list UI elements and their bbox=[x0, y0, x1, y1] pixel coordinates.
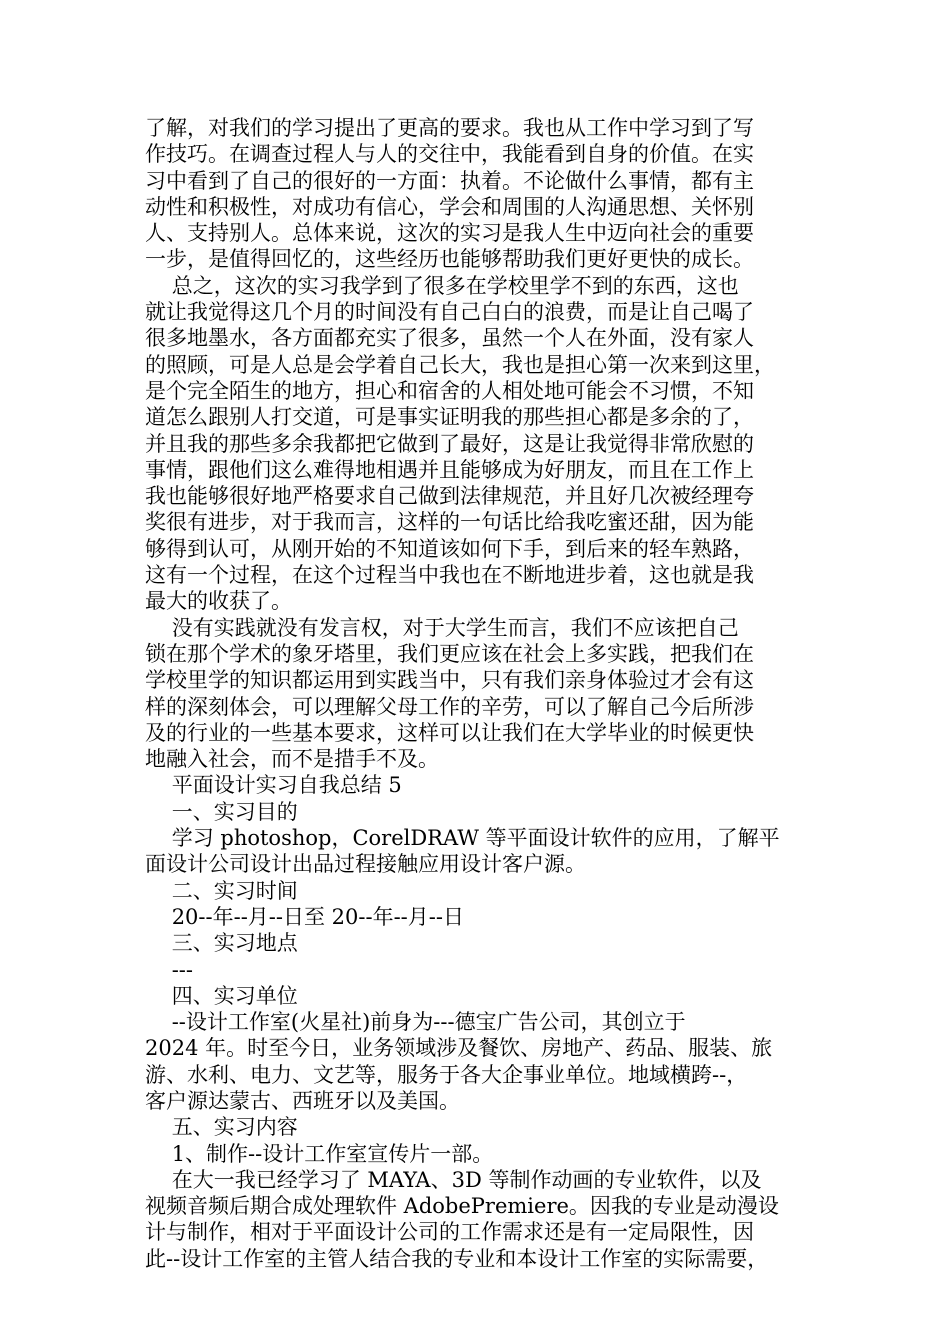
section-heading: 五、实习内容 bbox=[145, 1115, 298, 1140]
section-title: 平面设计实习自我总结 5 bbox=[145, 773, 402, 798]
text-line: 总之，这次的实习我学到了很多在学校里学不到的东西，这也 bbox=[145, 273, 739, 298]
text-line: 很多地墨水，各方面都充实了很多，虽然一个人在外面，没有家人 bbox=[145, 326, 754, 351]
text-line: 是个完全陌生的地方，担心和宿舍的人相处地可能会不习惯，不知 bbox=[145, 378, 754, 403]
text-line: 视频音频后期合成处理软件 AdobePremiere。因我的专业是动漫设 bbox=[145, 1194, 779, 1219]
text-line: 1、制作--设计工作室宣传片一部。 bbox=[145, 1141, 494, 1166]
text-line: 就让我觉得这几个月的时间没有自己白白的浪费，而是让自己喝了 bbox=[145, 300, 754, 325]
text-line: 地融入社会，而不是措手不及。 bbox=[145, 747, 439, 772]
text-line: --- bbox=[145, 957, 193, 982]
section-heading: 一、实习目的 bbox=[145, 799, 298, 824]
text-line: 最大的收获了。 bbox=[145, 589, 292, 614]
text-line: 并且我的那些多余我都把它做到了最好，这是让我觉得非常欣慰的 bbox=[145, 431, 754, 456]
text-line: --设计工作室(火星社)前身为---德宝广告公司，其创立于 bbox=[145, 1010, 686, 1035]
text-line: 游、水利、电力、文艺等，服务于各大企事业单位。地域横跨--， bbox=[145, 1062, 748, 1087]
section-heading: 二、实习时间 bbox=[145, 878, 298, 903]
text-line: 这有一个过程，在这个过程当中我也在不断地进步着，这也就是我 bbox=[145, 563, 754, 588]
text-line: 一步，是值得回忆的，这些经历也能够帮助我们更好更快的成长。 bbox=[145, 247, 754, 272]
text-line: 没有实践就没有发言权，对于大学生而言，我们不应该把自己 bbox=[145, 615, 739, 640]
text-line: 20--年--月--日至 20--年--月--日 bbox=[145, 904, 464, 929]
text-line: 习中看到了自己的很好的一方面：执着。不论做什么事情，都有主 bbox=[145, 168, 754, 193]
text-line: 锁在那个学术的象牙塔里，我们更应该在社会上多实践，把我们在 bbox=[145, 641, 754, 666]
section-heading: 三、实习地点 bbox=[145, 931, 298, 956]
text-line: 面设计公司设计出品过程接触应用设计客户源。 bbox=[145, 852, 586, 877]
text-line: 作技巧。在调查过程人与人的交往中，我能看到自身的价值。在实 bbox=[145, 142, 754, 167]
text-line: 奖很有进步，对于我而言，这样的一句话比给我吃蜜还甜，因为能 bbox=[145, 510, 754, 535]
text-line: 道怎么跟别人打交道，可是事实证明我的那些担心都是多余的了， bbox=[145, 405, 754, 430]
text-line: 计与制作，相对于平面设计公司的工作需求还是有一定局限性，因 bbox=[145, 1220, 754, 1245]
text-line: 学校里学的知识都运用到实践当中，只有我们亲身体验过才会有这 bbox=[145, 668, 754, 693]
text-line: 我也能够很好地严格要求自己做到法律规范，并且好几次被经理夸 bbox=[145, 484, 754, 509]
document-body bbox=[145, 115, 825, 1272]
text-line: 了解，对我们的学习提出了更高的要求。我也从工作中学习到了写 bbox=[145, 116, 754, 140]
section-heading: 四、实习单位 bbox=[145, 983, 298, 1008]
text-line: 此--设计工作室的主管人结合我的专业和本设计工作室的实际需要， bbox=[145, 1246, 769, 1271]
text-line: 2024 年。时至今日，业务领域涉及餐饮、房地产、药品、服装、旅 bbox=[145, 1036, 773, 1061]
text-line: 客户源达蒙古、西班牙以及美国。 bbox=[145, 1088, 460, 1113]
text-line: 事情，跟他们这么难得地相遇并且能够成为好朋友，而且在工作上 bbox=[145, 457, 754, 482]
text-line: 人、支持别人。总体来说，这次的实习是我人生中迈向社会的重要 bbox=[145, 221, 754, 246]
text-line: 学习 photoshop，CorelDRAW 等平面设计软件的应用，了解平 bbox=[145, 826, 780, 851]
text-line: 样的深刻体会，可以理解父母工作的辛劳，可以了解自己今后所涉 bbox=[145, 694, 754, 719]
text-line: 动性和积极性，对成功有信心，学会和周围的人沟通思想、关怀别 bbox=[145, 194, 754, 219]
text-line: 在大一我已经学习了 MAYA、3D 等制作动画的专业软件，以及 bbox=[145, 1167, 762, 1192]
text-line: 及的行业的一些基本要求，这样可以让我们在大学毕业的时候更快 bbox=[145, 720, 754, 745]
text-line: 够得到认可，从刚开始的不知道该如何下手，到后来的轻车熟路， bbox=[145, 536, 754, 561]
text-line: 的照顾，可是人总是会学着自己长大，我也是担心第一次来到这里， bbox=[145, 352, 775, 377]
